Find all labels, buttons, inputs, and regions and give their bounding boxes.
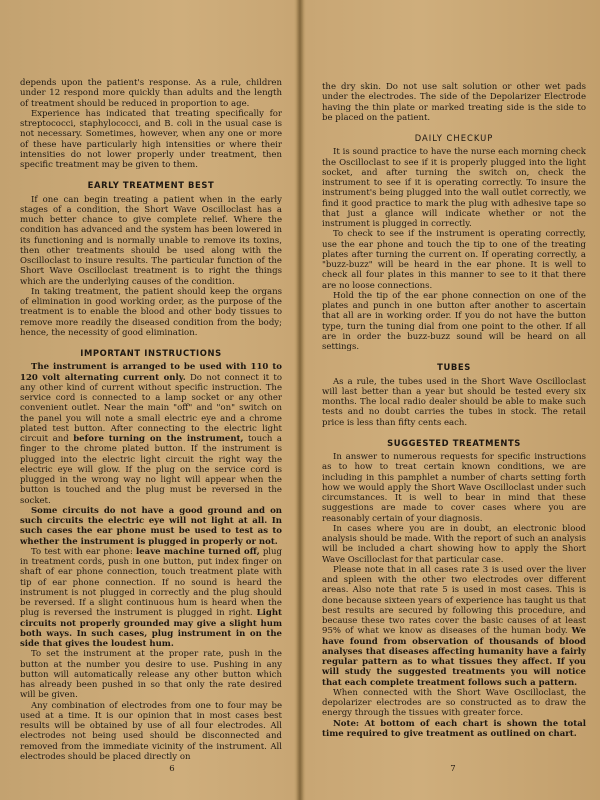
page-number: 7	[450, 764, 456, 774]
paragraph: In answer to numerous requests for specific instructions as to how to treat certain known conditions, we are including in this pamphlet a number of charts setting forth how we would apply the Short Wave Oscilloclast under such circumstances. It is well to bear in mind that these suggestions are made to cover cases where you are reasonably certain of your diagnosis.	[322, 452, 586, 524]
bold-text: We have found from observation of thousands of blood analyses that diseases affecting humanity have a fairly regular pattern as to what tissues they affect. If you will study the suggested treatments you will notice that each complete treatment follows such a pattern.	[322, 626, 586, 688]
text: Please note that in all cases rate 3 is used over the liver and spleen with the other two electrodes over different areas. Also note that rate 5 is used in most cases. This is done because sixteen years of experience has taught us that best results are secured by following this procedure, and because these two rates cover the basic causes of at least 95% of what we know as diseases of the human body.	[322, 564, 586, 637]
paragraph: If one can begin treating a patient when in the early stages of a condition, the Short Wave Oscilloclast has a much better chance to give complete relief. Where the condition has advanced and the system has been lowered in its functioning and is normally unable to remove its toxins, then other treatments should be used along with the Oscilloclast to insure results. The particular function of the Short Wave Oscilloclast treatment is to right the things which are the underlying causes of the condition.	[20, 194, 282, 287]
paragraph: To set the instrument at the proper rate, push in the button at the number you desire to use. Pushing in any button will automatically release any other button which has already been pushed in so that only the rate desired will be given.	[20, 649, 282, 701]
paragraph: Experience has indicated that treating specifically for streptococci, staphylococci, and B. coli in the usual case is not necessary. Sometimes, however, when any one or more of these have particularly high intensities or where their intensities do not lower properly under treatment, then specific treatment may be given to them.	[20, 108, 282, 170]
section-heading: SUGGESTED TREATMENTS	[387, 437, 521, 448]
paragraph: the dry skin. Do not use salt solution or other wet pads under the electrodes. The side of the Depolarizer Electrode having the thin plate or marked treating side is the side to be placed on the patient.	[322, 82, 586, 123]
text: plug in treatment cords, push in one button, put index finger on shaft of ear phone connection, touch treatment plate with tip of ear phone connection. If no sound is heard the instrument is not plugged in correctly and the plug should be reversed. If a slight continuous hum is heard when the plug is reversed the instrument is plugged in right.	[20, 546, 282, 619]
section-heading: DAILY CHECKUP	[414, 133, 494, 143]
paragraph: It is sound practice to have the nurse each morning check the Oscilloclast to see if it is properly plugged into the light socket, and after turning the switch on, check the instrument to see if it is operating correctly. To insure the instrument's being plugged into the wall outlet correctly, we find it good practice to mark the plug with adhesive tape so that just a glance will indicate whether or not the instrument is plugged in correctly.	[322, 147, 586, 229]
section-heading: IMPORTANT INSTRUCTIONS	[80, 348, 222, 358]
paragraph: In cases where you are in doubt, an electronic blood analysis should be made. With the report of such an analysis will be included a chart showing how to apply the Short Wave Oscilloclast for that particular case.	[322, 523, 586, 565]
paragraph	[322, 565, 586, 688]
section-heading: EARLY TREATMENT BEST	[87, 180, 215, 191]
bold-text: The instrument is arranged to be used with 110 to 120 volt alternating current only.	[20, 362, 282, 383]
paragraph: As a rule, the tubes used in the Short Wave Oscilloclast will last better than a year but should be tested every six months. The local radio dealer should be able to make such tests and no doubt carries the tubes in stock. The retail price is less than fifty cents each.	[322, 376, 586, 428]
paragraph: In taking treatment, the patient should keep the organs of elimination in good working order, as the purpose of the treatment is to enable the blood and other body tissues to remove more readily the diseased condition from the body; hence, the necessity of good elimination.	[20, 286, 282, 338]
bold-text: leave machine turned off,	[135, 546, 260, 557]
book-gutter	[296, 0, 304, 800]
text: Do not connect it to any other kind of current without specific instruction. The service cord is connected to a lamp socket or any other convenient outlet. Near the main "off" and "on" switch on the panel you will note a small electric eye and a chrome plated test button. After connecting to the electric light circuit and	[20, 372, 282, 444]
paragraph: Any combination of electrodes from one to four may be used at a time. It is our opinion that in most cases best results will be obtained by use of all four electrodes. All electrodes not being used should be disconnected and removed from the immediate vicinity of the instrument. All electrodes should be placed directly on	[20, 700, 282, 762]
paragraph: When connected with the Short Wave Oscilloclast, the depolarizer electrodes are so constructed as to draw the energy through the tissues with greater force.	[322, 687, 586, 719]
right-page	[322, 82, 586, 780]
bold-text: Light circuits not properly grounded may give a slight hum both ways. In such cases, plug instrument in on the side that gives the loudest hum.	[20, 608, 282, 649]
page-number: 6	[169, 764, 175, 774]
paragraph: To check to see if the instrument is operating correctly, use the ear phone and touch the tip to one of the treating plates after turning the current on. If operating correctly, a "buzz-buzz" will be heard in the ear phone. It is well to check all four plates in this manner to see to it that there are no loose connections.	[322, 229, 586, 291]
note: Note: At bottom of each chart is shown the total time required to give treatment as outlined on chart.	[322, 718, 586, 739]
paragraph	[20, 362, 282, 506]
text: To test with ear phone:	[31, 546, 136, 557]
paragraph: depends upon the patient's response. As a rule, children under 12 respond more quickly than adults and the length of treatment should be reduced in proportion to age.	[20, 78, 282, 109]
paragraph	[20, 547, 282, 650]
paragraph: Some circuits do not have a good ground and on such circuits the electric eye will not light at all. In such cases the ear phone must be used to test as to whether the instrument is plugged in properly or not.	[20, 505, 282, 547]
bold-text: before turning on the instrument,	[73, 434, 244, 444]
section-heading: TUBES	[437, 362, 471, 373]
text: touch a finger to the chrome plated button. If the instrument is plugged into the electric light circuit the right way the electric eye will glow. If the plug on the service cord is plugged in the wrong way no light will appear when the button is touched and the plug must be reversed in the socket.	[20, 434, 282, 506]
paragraph: Hold the tip of the ear phone connection on one of the plates and punch in one button after another to ascertain that all are in working order. If you do not have the button type, turn the tuning dial from one point to the other. If all are in order the buzz-buzz sound will be heard on all settings.	[322, 290, 586, 352]
left-page	[20, 78, 282, 780]
